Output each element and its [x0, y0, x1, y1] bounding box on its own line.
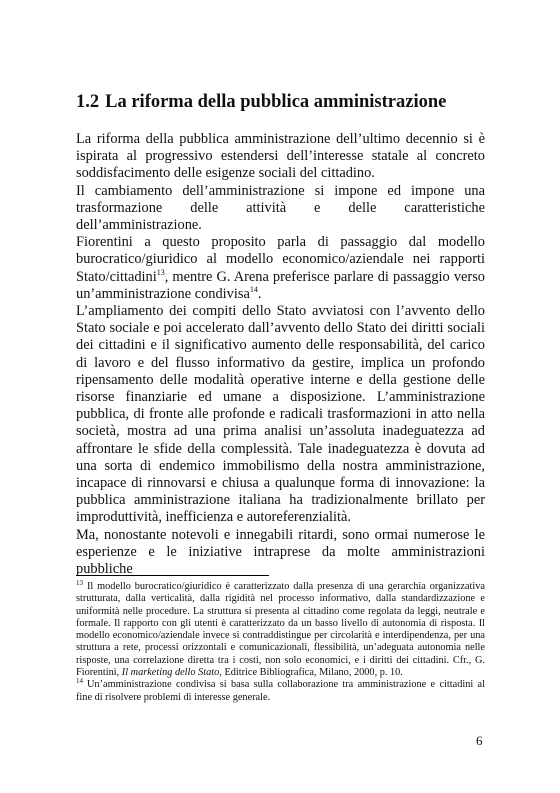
footnote-ref-14[interactable]: 14 [249, 285, 258, 295]
cited-title: Il marketing dello Stato [121, 667, 220, 679]
section-title: La riforma della pubblica amministrazione [105, 92, 447, 112]
page-number: 6 [476, 733, 483, 748]
paragraph: L’ampliamento dei compiti dello Stato avviatosi con l’avvento dello Stato sociale e poi accelerato dall’avvento dello Stato dei diritti sociali dei cittadini e il significativo aumento delle responsabilità, del carico di lavoro e del flusso informativo da gestire, implica un profondo ripensamento delle modalità operative interne e della gestione delle risorse finanziarie ed umane a disposizione. L’amministrazione pubblica, di fronte alle profonde e radicali trasformazioni in atto nella società, mostra ad una prima analisi un’assoluta inadeguatezza ad affrontare le sfide della complessità. Tale inadeguatezza è dovuta ad una sorta di endemico immobilismo della nostra amministrazione, incapace di rinnovarsi e chiusa a qualunque forma di innovazione: la pubblica amministrazione italiana ha tradizionalmente brillato per improduttività, inefficienza e autoreferenzialità. [76, 303, 485, 526]
footnote-14: $^{14}$ Un’amministrazione condivisa si basa sulla collaborazione tra amministrazione e cittadini al fine di risolvere problemi di interesse generale. [76, 676, 485, 703]
footnote-ref-13[interactable]: 13 [156, 267, 165, 277]
paragraph: Il cambiamento dell’amministrazione si impone ed impone una trasformazione delle attività e delle caratteristiche dell’amministrazione. [76, 182, 485, 234]
paragraph: Fiorentini a questo proposito parla di passaggio dal modello burocratico/giuridico al modello economico/aziendale nei rapporti Stato/cittadini$^{13}$, mentre G. Arena preferisce parlare di passaggio verso un’amministrazione condivisa$^{14}$. [76, 234, 485, 302]
body-text [76, 131, 485, 578]
footnote-separator [76, 575, 269, 576]
paragraph: Ma, nonostante notevoli e innegabili ritardi, sono ormai numerose le esperienze e le iniziative intraprese da molte amministrazioni pubbliche [76, 526, 485, 578]
section-heading [76, 92, 446, 113]
footnotes [76, 578, 485, 704]
footnote-13: $^{13}$ Il modello burocratico/giuridico è caratterizzato dalla presenza di una gerarchia organizzativa strutturata, dalla verticalità, dalla rigidità nel processo informativo, dalla standardizzazione e uniformità nelle procedure. La struttura si presenta al cittadino come regolata da leggi, neutrale e formale. Il rapporto con gli utenti è caratterizzato da un basso livello di autonomia di risposta. Il modello economico/aziendale invece si contraddistingue per circolarità e interdipendenza, per una struttura a rete, processi orizzontali e comunicazionali, flessibilità, un’adeguata autonomia nelle risposte, una correlazione diretta tra i costi, non solo economici, e i diritti dei cittadini. Cfr., G. Fiorentini, Il marketing dello Stato, Editrice Bibliografica, Milano, 2000, p. 10. [76, 578, 485, 679]
paragraph: La riforma della pubblica amministrazione dell’ultimo decennio si è ispirata al progressivo estendersi dell’interesse statale al concreto soddisfacimento delle esigenze sociali del cittadino. [76, 131, 485, 182]
section-number: 1.2 [76, 92, 100, 112]
